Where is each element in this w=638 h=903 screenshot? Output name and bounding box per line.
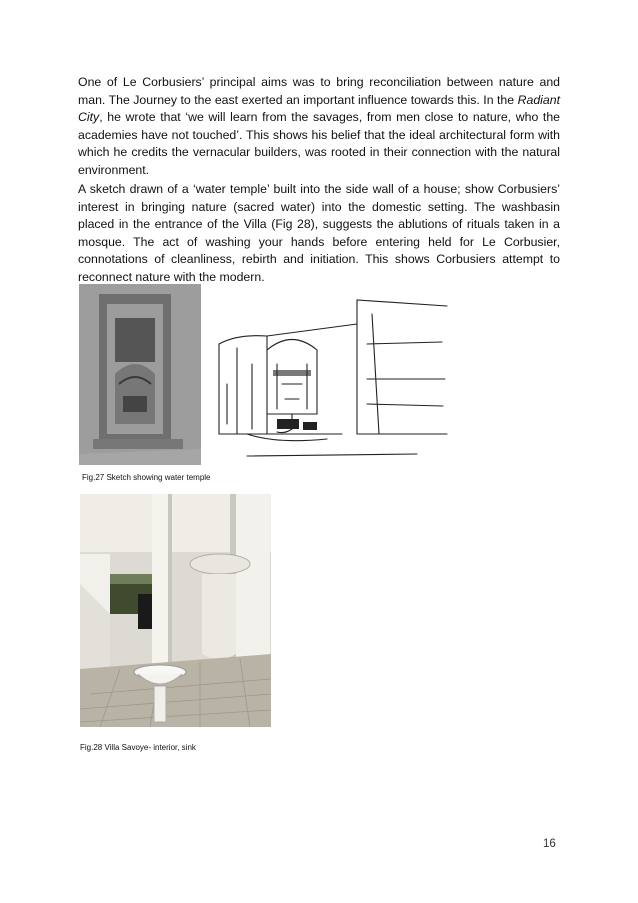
radiant-city-title: Radiant City: [78, 92, 560, 125]
water-temple-sketch: [207, 284, 449, 465]
fig27-caption: Fig.27 Sketch showing water temple: [82, 473, 211, 482]
villa-savoye-interior-photo: [80, 494, 271, 727]
water-temple-photo: [79, 284, 201, 465]
fig28-caption: Fig.28 Villa Savoye- interior, sink: [80, 743, 196, 752]
paragraph-1-text-b: , he wrote that ‘we will learn from the savages, from men close to nature, who the academies have not touched’. This shows his belief that the ideal architectural form with which he credits the vernacular builders, was rooted in their connection with the natural environment.: [78, 110, 560, 177]
body-paragraph-2: A sketch drawn of a ‘water temple’ built into the side wall of a house; show Corbusiers’ interest in bringing nature (sacred water) into the domestic setting. The washbasin placed in the entrance of the Villa (Fig 28), suggests the ablutions of rituals taken in a mosque. The act of washing your hands before entering held for Le Corbusier, connotations of cleanliness, rebirth and initiation. This shows Corbusiers attempt to reconnect nature with the modern.: [78, 182, 560, 284]
paragraph-1-text-a: One of Le Corbusiers’ principal aims was to bring reconciliation between nature and man. The Journey to the east exerted an important influence towards this. In the: [78, 75, 560, 107]
body-paragraph-1: [78, 74, 560, 180]
page-number: 16: [543, 838, 556, 850]
